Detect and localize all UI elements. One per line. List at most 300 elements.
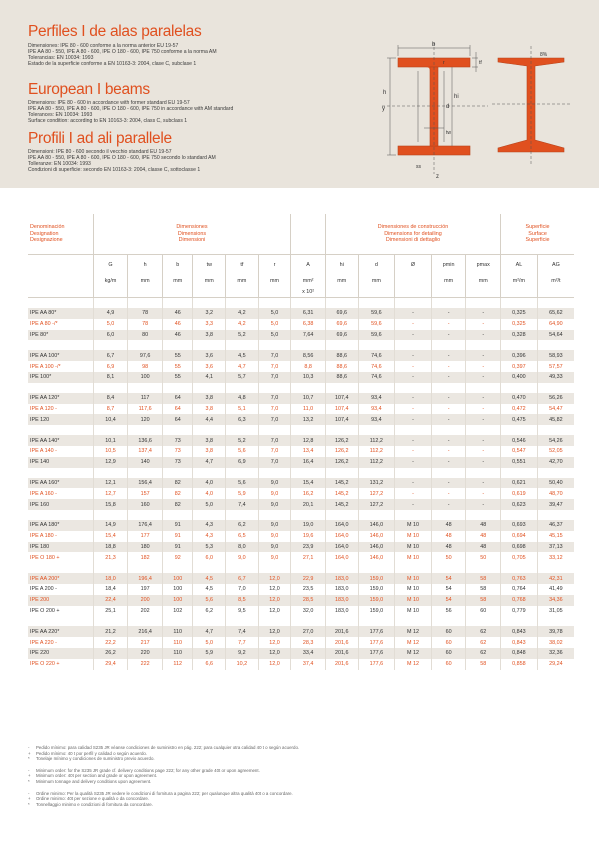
spacer-cell: [128, 510, 163, 520]
table-cell: 22,4: [93, 595, 128, 606]
table-row: [28, 659, 574, 670]
column-symbol: pmax: [466, 255, 501, 276]
profile-table: [28, 214, 574, 670]
table-cell: 12,0: [258, 584, 291, 595]
footnote-text: Tonelaje mínimo y condiciones de suministro previo acuerdo.: [36, 756, 155, 762]
column-symbol: AL: [501, 255, 538, 276]
profile-designation: IPE 120: [28, 414, 93, 425]
column-unit: kg/m: [93, 275, 128, 287]
table-row: [28, 361, 574, 372]
column-symbol: r: [258, 255, 291, 276]
spacer-cell: [466, 563, 501, 573]
footnote: [28, 802, 568, 808]
table-cell: 18,0: [93, 573, 128, 584]
table-cell: -: [466, 488, 501, 499]
diagram-label-tw: tw: [446, 130, 451, 136]
table-cell: 201,6: [325, 626, 358, 637]
column-unit-multiplier: [193, 287, 226, 298]
table-cell: 45,15: [549, 533, 563, 540]
table-cell: 10,5: [93, 446, 128, 457]
table-cell: -: [466, 308, 501, 319]
table-cell: 9,0: [258, 478, 291, 489]
table-cell: 6,0: [93, 330, 128, 341]
table-cell: 131,2: [358, 478, 395, 489]
table-cell: 110: [162, 637, 193, 648]
table-cell: 7,0: [258, 414, 291, 425]
table-cell: -: [395, 499, 432, 510]
spacer-cell: [431, 468, 466, 478]
profile-designation: IPE A 140 -: [28, 446, 93, 457]
table-cell: 69,6: [325, 308, 358, 319]
table-cell: M 12: [395, 648, 432, 659]
footnote-text: Ordine minimo: Per la qualità S235 JR vedere le condizioni di fornitura a pagina 222; per qualunque altra qualità 40t o a concordare.: [36, 790, 293, 796]
table-cell: 32,0: [291, 606, 326, 617]
table-cell: 22,2: [93, 637, 128, 648]
profile-designation: IPE A 160 -: [28, 488, 93, 499]
column-symbol: A: [291, 255, 326, 276]
table-cell: 164,0: [325, 531, 358, 542]
table-cell: 0,397: [501, 361, 538, 372]
profile-designation: IPE AA 120*: [28, 393, 93, 404]
table-cell: -: [431, 488, 466, 499]
table-cell: 8,4: [93, 393, 128, 404]
table-cell: 4,7: [193, 626, 226, 637]
table-cell: 11,0: [291, 404, 326, 415]
table-cell: 7,0: [258, 361, 291, 372]
table-cell: 69,6: [325, 330, 358, 341]
table-cell: 9,0: [258, 488, 291, 499]
spacer-cell: [431, 425, 466, 435]
table-cell: 164,0: [325, 520, 358, 531]
diagram-label-tf: tf: [479, 60, 482, 66]
table-cell: -: [395, 350, 432, 361]
table-cell: 73: [162, 457, 193, 468]
table-cell: -: [395, 372, 432, 383]
table-cell: 82: [162, 499, 193, 510]
table-cell: 49,33: [537, 372, 574, 383]
spacer-cell: [501, 563, 538, 573]
table-cell: 12,0: [258, 637, 291, 648]
profile-designation: IPE 200: [28, 595, 93, 606]
spacer-cell: [258, 563, 291, 573]
table-row: [28, 584, 574, 595]
table-cell: 8,0: [226, 542, 259, 553]
table-cell: 21,3: [93, 552, 128, 563]
spacer-cell: [537, 616, 574, 626]
spec-line: Dimensions: IPE 80 - 600 in accordance with former standard EU 19-57: [28, 100, 190, 106]
spacer-cell: [226, 383, 259, 393]
table-row: [28, 393, 574, 404]
table-cell: 107,4: [325, 404, 358, 415]
table-cell: 60: [431, 659, 466, 670]
spacer-cell: [193, 563, 226, 573]
table-cell: 0,470: [501, 393, 538, 404]
spacer-cell: [431, 563, 466, 573]
spacer-cell: [128, 298, 163, 309]
spacer-cell: [162, 616, 193, 626]
table-cell: 78: [128, 319, 163, 330]
diagram-label-y: y: [382, 106, 385, 112]
table-cell: M 10: [395, 520, 432, 531]
table-cell: 9,0: [258, 542, 291, 553]
column-unit-multiplier: [258, 287, 291, 298]
spacer-cell: [395, 616, 432, 626]
table-cell: -: [395, 446, 432, 457]
spacer-cell: [258, 510, 291, 520]
group-spacer: [28, 425, 574, 435]
spacer-cell: [93, 298, 128, 309]
table-cell: 136,6: [128, 435, 163, 446]
table-row: [28, 499, 574, 510]
profile-designation: IPE 160: [28, 499, 93, 510]
table-cell: 5,6: [193, 595, 226, 606]
spacer-cell: [193, 340, 226, 350]
title-it: Profili I ad ali parallele: [28, 130, 172, 147]
table-cell: 19,6: [291, 531, 326, 542]
spacer-cell: [93, 468, 128, 478]
table-cell: 54: [431, 573, 466, 584]
spacer-cell: [395, 510, 432, 520]
table-cell: 200: [128, 595, 163, 606]
spacer-cell: [325, 616, 358, 626]
profile-designation: IPE O 200 +: [28, 606, 93, 617]
table-cell: 82: [162, 488, 193, 499]
table-cell: 4,2: [226, 308, 259, 319]
table-cell: 6,38: [291, 319, 326, 330]
table-cell: 127,2: [358, 488, 395, 499]
table-cell: 3,8: [193, 330, 226, 341]
footnote-mark: *: [28, 778, 30, 784]
header-band: [0, 0, 599, 188]
column-unit: mm: [226, 275, 259, 287]
spacer-cell: [226, 563, 259, 573]
table-cell: -: [431, 361, 466, 372]
table-cell: -: [431, 319, 466, 330]
table-cell: 9,0: [258, 520, 291, 531]
table-cell: 34,36: [537, 595, 574, 606]
table-cell: 9,0: [226, 552, 259, 563]
table-cell: 7,0: [258, 435, 291, 446]
spacer-cell: [395, 425, 432, 435]
spacer-cell: [466, 383, 501, 393]
table-cell: 126,2: [325, 435, 358, 446]
table-cell: 27,1: [291, 552, 326, 563]
table-cell: 137,4: [128, 446, 163, 457]
table-cell: 39,47: [537, 499, 574, 510]
table-cell: 50: [466, 552, 501, 563]
table-cell: 97,6: [128, 350, 163, 361]
table-row: [28, 595, 574, 606]
spacer-cell: [358, 563, 395, 573]
table-cell: 4,5: [193, 573, 226, 584]
spacer-cell: [28, 510, 93, 520]
spacer-cell: [128, 468, 163, 478]
spacer-cell: [226, 298, 259, 309]
table-cell: 33,4: [291, 648, 326, 659]
column-unit-multiplier: [537, 287, 574, 298]
table-cell: 15,4: [93, 531, 128, 542]
table-cell: 93,4: [358, 393, 395, 404]
table-cell: 54,47: [549, 405, 563, 412]
column-unit-multiplier: [226, 287, 259, 298]
spacer-cell: [28, 383, 93, 393]
column-symbol: h: [128, 255, 163, 276]
spacer-cell: [93, 425, 128, 435]
table-cell: 14,9: [93, 520, 128, 531]
table-cell: -: [466, 372, 501, 383]
table-cell: 0,693: [501, 520, 538, 531]
table-cell: M 10: [395, 552, 432, 563]
table-cell: 110: [162, 626, 193, 637]
table-cell: 6,6: [193, 659, 226, 670]
column-symbol: tf: [226, 255, 259, 276]
table-cell: 5,9: [193, 648, 226, 659]
spacer-cell: [537, 468, 574, 478]
table-cell: 159,0: [358, 595, 395, 606]
table-cell: 18,8: [93, 542, 128, 553]
spacer-cell: [128, 383, 163, 393]
table-cell: -: [466, 393, 501, 404]
table-cell: 140: [128, 457, 163, 468]
table-cell: 0,768: [501, 595, 538, 606]
table-row: [28, 573, 574, 584]
table-cell: 64: [162, 414, 193, 425]
spacer-cell: [291, 340, 326, 350]
table-cell: 41,49: [549, 586, 563, 593]
table-cell: 42,31: [537, 573, 574, 584]
table-cell: 26,2: [93, 648, 128, 659]
profile-table-container: [28, 214, 574, 670]
table-cell: 7,0: [258, 393, 291, 404]
table-row: [28, 478, 574, 489]
table-cell: 177: [128, 531, 163, 542]
table-cell: 58,93: [537, 350, 574, 361]
table-cell: 48: [431, 520, 466, 531]
column-unit: m²/m: [501, 275, 538, 287]
table-cell: 74,6: [358, 350, 395, 361]
symbol-header-row: [28, 255, 574, 276]
table-cell: -: [431, 393, 466, 404]
column-symbol: G: [93, 255, 128, 276]
table-cell: M 12: [395, 637, 432, 648]
table-row: [28, 488, 574, 499]
table-cell: 37,13: [537, 542, 574, 553]
table-cell: 57,57: [549, 363, 563, 370]
table-cell: 100: [162, 573, 193, 584]
table-cell: -: [466, 457, 501, 468]
table-cell: 6,9: [93, 361, 128, 372]
table-cell: 60: [431, 648, 466, 659]
spec-line: Tolerances: EN 10034: 1993: [28, 112, 93, 118]
table-cell: 5,7: [226, 372, 259, 383]
table-cell: 5,0: [193, 637, 226, 648]
table-cell: -: [466, 414, 501, 425]
profile-designation: IPE A 100 -/*: [28, 361, 93, 372]
column-symbol: hi: [325, 255, 358, 276]
table-cell: 59,6: [358, 319, 395, 330]
spacer-cell: [325, 340, 358, 350]
table-cell: 220: [128, 648, 163, 659]
table-cell: 48: [466, 531, 501, 542]
table-cell: M 12: [395, 659, 432, 670]
spacer-cell: [162, 383, 193, 393]
table-cell: 64,90: [549, 321, 563, 328]
flange-detail: [492, 46, 572, 164]
table-row: [28, 446, 574, 457]
table-row: [28, 414, 574, 425]
column-unit: mm: [358, 275, 395, 287]
table-cell: 6,7: [93, 350, 128, 361]
spacer-cell: [193, 298, 226, 309]
column-unit-multiplier: x 10²: [291, 287, 326, 298]
column-unit: [28, 275, 93, 287]
table-cell: 120: [128, 414, 163, 425]
group-spacer: [28, 563, 574, 573]
spacer-cell: [501, 425, 538, 435]
spacer-cell: [162, 298, 193, 309]
spacer-cell: [325, 468, 358, 478]
table-cell: 88,6: [325, 372, 358, 383]
footnote-mark: +: [28, 750, 31, 756]
table-cell: 202: [128, 606, 163, 617]
table-cell: -: [395, 330, 432, 341]
spacer-cell: [325, 298, 358, 309]
table-cell: 4,5: [226, 350, 259, 361]
table-cell: -: [466, 499, 501, 510]
table-cell: 3,3: [193, 319, 226, 330]
table-row: [28, 435, 574, 446]
unit-header-row: [28, 275, 574, 287]
footnote-mark: -: [28, 790, 30, 796]
profile-designation: IPE 100*: [28, 372, 93, 383]
column-unit-multiplier: [28, 287, 93, 298]
table-row: [28, 350, 574, 361]
spacer-cell: [162, 510, 193, 520]
table-cell: 0,325: [501, 308, 538, 319]
table-cell: 107,4: [325, 393, 358, 404]
spacer-cell: [162, 468, 193, 478]
table-cell: 0,848: [501, 648, 538, 659]
table-cell: 177,6: [358, 648, 395, 659]
footnote-mark: -: [28, 745, 30, 750]
surface-group-header: Superficie Surface Superficie: [525, 224, 550, 244]
table-cell: 0,475: [501, 414, 538, 425]
table-cell: 112,2: [358, 457, 395, 468]
table-cell: M 10: [395, 606, 432, 617]
table-cell: 4,9: [93, 308, 128, 319]
table-row: [28, 542, 574, 553]
spacer-cell: [226, 616, 259, 626]
table-cell: 7,0: [258, 457, 291, 468]
table-cell: 62: [466, 626, 501, 637]
table-cell: 48,70: [549, 490, 563, 497]
table-cell: -: [395, 404, 432, 415]
table-cell: -: [395, 308, 432, 319]
table-cell: 126,2: [325, 446, 358, 457]
table-cell: 5,0: [193, 499, 226, 510]
table-cell: -: [466, 361, 501, 372]
table-cell: 15,4: [291, 478, 326, 489]
spacer-cell: [291, 510, 326, 520]
table-cell: 7,0: [226, 584, 259, 595]
table-cell: 10,4: [93, 414, 128, 425]
footnote-text: Minimum tonnage and delivery conditions upon agreement.: [36, 778, 152, 784]
table-cell: 3,8: [193, 435, 226, 446]
diagram-label-z: z: [436, 174, 439, 180]
table-cell: 46: [162, 319, 193, 330]
table-cell: 4,3: [193, 531, 226, 542]
table-cell: 196,4: [128, 573, 163, 584]
table-cell: 100: [162, 595, 193, 606]
column-symbol: [28, 255, 93, 276]
spec-line: IPE AA 80 - 550, IPE A 80 - 600, IPE O 180 - 600, IPE 750 in accordance with AM standard: [28, 106, 234, 112]
profile-designation: IPE 180: [28, 542, 93, 553]
footnotes: [28, 745, 568, 807]
table-cell: 117,6: [128, 404, 163, 415]
spacer-cell: [466, 425, 501, 435]
spacer-cell: [193, 468, 226, 478]
table-cell: 91: [162, 542, 193, 553]
table-cell: 69,6: [325, 319, 358, 330]
table-cell: 73: [162, 435, 193, 446]
table-cell: 0,843: [501, 637, 538, 648]
column-symbol: d: [358, 255, 395, 276]
spacer-cell: [93, 510, 128, 520]
column-unit: mm: [431, 275, 466, 287]
table-cell: 0,623: [501, 499, 538, 510]
table-cell: 58: [466, 584, 501, 595]
table-cell: 54,64: [537, 330, 574, 341]
table-cell: M 12: [395, 626, 432, 637]
table-cell: 21,2: [93, 626, 128, 637]
diagram-label-h: h: [383, 90, 387, 96]
table-cell: 183,0: [325, 595, 358, 606]
table-cell: 74,6: [358, 372, 395, 383]
column-unit-multiplier: [358, 287, 395, 298]
table-cell: 177,6: [358, 626, 395, 637]
table-cell: 117: [128, 393, 163, 404]
table-cell: 10,7: [291, 393, 326, 404]
spacer-cell: [395, 383, 432, 393]
table-cell: 46,37: [537, 520, 574, 531]
table-row: [28, 626, 574, 637]
spacer-cell: [258, 425, 291, 435]
table-cell: 216,4: [128, 626, 163, 637]
table-cell: -: [395, 457, 432, 468]
column-unit: mm: [325, 275, 358, 287]
profile-designation: IPE AA 200*: [28, 573, 93, 584]
table-cell: M 10: [395, 542, 432, 553]
group-spacer: [28, 383, 574, 393]
table-cell: 56,26: [537, 393, 574, 404]
table-cell: 3,6: [193, 361, 226, 372]
table-cell: 145,2: [325, 488, 358, 499]
spacer-cell: [28, 563, 93, 573]
table-cell: 112,2: [358, 435, 395, 446]
table-cell: 59,6: [358, 330, 395, 341]
table-cell: 45,82: [537, 414, 574, 425]
table-cell: 3,2: [193, 308, 226, 319]
spacer-cell: [258, 468, 291, 478]
table-cell: 127,2: [358, 499, 395, 510]
profile-designation: IPE AA 140*: [28, 435, 93, 446]
profile-designation: IPE AA 180*: [28, 520, 93, 531]
footnote-mark: -: [28, 767, 30, 773]
table-cell: 6,2: [193, 606, 226, 617]
spacer-cell: [466, 468, 501, 478]
footnote-text: Ordine minimo: 40t per sezione e qualità o da concordare.: [36, 796, 150, 802]
diagram-label-ss: ss: [416, 164, 421, 170]
